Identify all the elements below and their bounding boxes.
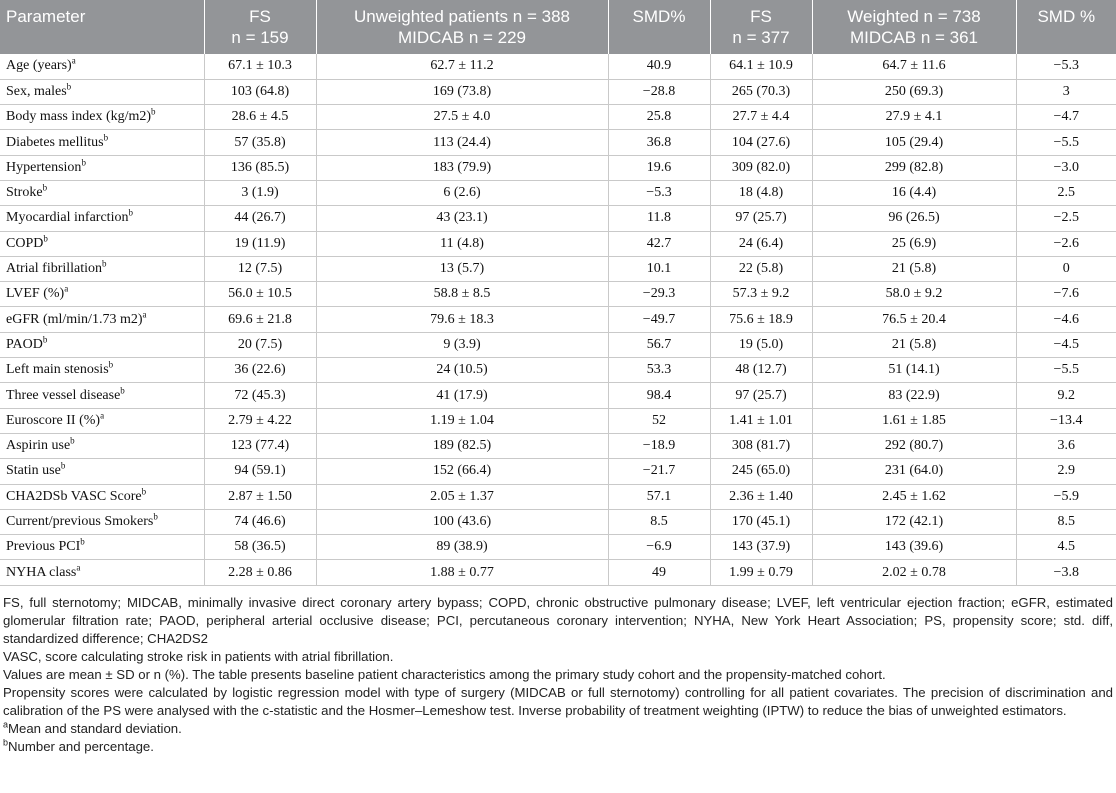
table-row (0, 206, 1116, 231)
column-header-line1: Weighted n = 738 (847, 7, 981, 26)
value-cell-smd2: 2.9 (1016, 459, 1116, 484)
value-cell-smd2: −2.5 (1016, 206, 1116, 231)
value-cell-smd2: −5.9 (1016, 484, 1116, 509)
table-notes (0, 586, 1116, 756)
parameter-label: eGFR (ml/min/1.73 m2) (6, 311, 143, 327)
value-cell-smd2: −7.6 (1016, 282, 1116, 307)
value-cell-fs1: 103 (64.8) (204, 79, 316, 104)
value-cell-smd1: −21.7 (608, 459, 710, 484)
value-cell-fs1: 20 (7.5) (204, 332, 316, 357)
table-row (0, 180, 1116, 205)
value-cell-fs2: 97 (25.7) (710, 206, 812, 231)
value-cell-fs2: 265 (70.3) (710, 79, 812, 104)
value-cell-mid2: 76.5 ± 20.4 (812, 307, 1016, 332)
parameter-footnote-mark: a (76, 561, 81, 572)
value-cell-smd1: 49 (608, 560, 710, 585)
value-cell-mid2: 27.9 ± 4.1 (812, 105, 1016, 130)
value-cell-fs1: 28.6 ± 4.5 (204, 105, 316, 130)
column-header (0, 0, 204, 54)
value-cell-smd2: 9.2 (1016, 383, 1116, 408)
value-cell-fs2: 18 (4.8) (710, 180, 812, 205)
value-cell-mid2: 16 (4.4) (812, 180, 1016, 205)
value-cell-fs1: 12 (7.5) (204, 256, 316, 281)
value-cell-smd1: 57.1 (608, 484, 710, 509)
table-row (0, 484, 1116, 509)
footnote-a-mark: a (3, 719, 9, 730)
table-row (0, 256, 1116, 281)
value-cell-smd1: 19.6 (608, 155, 710, 180)
parameter-footnote-mark: a (71, 55, 76, 66)
value-cell-smd1: −6.9 (608, 535, 710, 560)
table-body (0, 54, 1116, 585)
vasc-note: VASC, score calculating stroke risk in patients with atrial fibrillation. (3, 648, 394, 664)
parameter-label: Myocardial infarction (6, 210, 129, 226)
abbreviations-note: FS, full sternotomy; MIDCAB, minimally invasive direct coronary artery bypass; COPD, chronic obstructive pulmonary disease; LVEF, left ventricular ejection fraction; eGFR, estimated glomerular filtration rate; PAOD, peripheral arterial occlusive disease; PCI, percutaneous coronary intervention; NYHA, New York Heart Association; PS, propensity score; std. diff, standardized difference; CHA2DS2 (3, 594, 1113, 646)
value-cell-mid2: 105 (29.4) (812, 130, 1016, 155)
value-cell-smd2: −5.5 (1016, 130, 1116, 155)
parameter-footnote-mark: b (151, 106, 156, 117)
value-cell-mid1: 62.7 ± 11.2 (316, 54, 608, 79)
parameter-footnote-mark: b (60, 460, 66, 471)
value-cell-fs1: 94 (59.1) (204, 459, 316, 484)
table-row (0, 358, 1116, 383)
value-cell-smd1: −28.8 (608, 79, 710, 104)
value-cell-fs1: 74 (46.6) (204, 509, 316, 534)
value-cell-mid1: 41 (17.9) (316, 383, 608, 408)
parameter-footnote-mark: b (141, 486, 147, 497)
value-cell-fs2: 27.7 ± 4.4 (710, 105, 812, 130)
parameter-label: Atrial fibrillation (6, 261, 103, 277)
parameter-footnote-mark: b (103, 131, 109, 142)
parameter-cell (0, 332, 204, 357)
value-cell-fs1: 67.1 ± 10.3 (204, 54, 316, 79)
table-row (0, 560, 1116, 585)
parameter-label: Previous PCI (6, 539, 81, 555)
value-cell-mid2: 96 (26.5) (812, 206, 1016, 231)
parameter-label: Left main stenosis (6, 362, 109, 378)
value-cell-fs1: 2.79 ± 4.22 (204, 408, 316, 433)
parameter-cell (0, 509, 204, 534)
table-row (0, 54, 1116, 79)
value-cell-smd2: −4.5 (1016, 332, 1116, 357)
value-cell-smd2: 4.5 (1016, 535, 1116, 560)
value-cell-smd1: −5.3 (608, 180, 710, 205)
value-cell-mid2: 51 (14.1) (812, 358, 1016, 383)
parameter-cell (0, 79, 204, 104)
footnote-a (3, 720, 1113, 738)
value-cell-mid1: 1.19 ± 1.04 (316, 408, 608, 433)
parameter-label: Aspirin use (6, 438, 71, 454)
value-cell-smd1: −29.3 (608, 282, 710, 307)
column-header (710, 0, 812, 54)
value-cell-smd2: −2.6 (1016, 231, 1116, 256)
value-cell-fs1: 56.0 ± 10.5 (204, 282, 316, 307)
value-cell-fs1: 57 (35.8) (204, 130, 316, 155)
table-row (0, 79, 1116, 104)
value-cell-smd2: −4.7 (1016, 105, 1116, 130)
table-row (0, 231, 1116, 256)
value-cell-smd1: 56.7 (608, 332, 710, 357)
column-header-line2: MIDCAB n = 361 (849, 28, 979, 47)
value-cell-smd2: 2.5 (1016, 180, 1116, 205)
parameter-label: LVEF (%) (6, 286, 65, 302)
parameter-label: Current/previous Smokers (6, 513, 154, 529)
value-cell-smd2: −3.0 (1016, 155, 1116, 180)
value-cell-fs2: 22 (5.8) (710, 256, 812, 281)
value-cell-fs2: 1.99 ± 0.79 (710, 560, 812, 585)
value-cell-fs2: 57.3 ± 9.2 (710, 282, 812, 307)
parameter-cell (0, 105, 204, 130)
column-header (204, 0, 316, 54)
propensity-note: Propensity scores were calculated by logistic regression model with type of surgery (MIDCAB or full sternotomy) controlling for all patient covariates. The precision of discrimination and calibration of the PS were analysed with the c-statistic and the Hosmer–Lemeshow test. Inverse probability of treatment weighting (IPTW) to reduce the bias of unweighted estimators. (3, 684, 1113, 718)
value-cell-mid1: 24 (10.5) (316, 358, 608, 383)
value-cell-smd1: 53.3 (608, 358, 710, 383)
value-cell-smd1: 40.9 (608, 54, 710, 79)
column-header-line1: Parameter (6, 7, 86, 26)
column-header (316, 0, 608, 54)
value-cell-smd2: −4.6 (1016, 307, 1116, 332)
value-cell-mid1: 113 (24.4) (316, 130, 608, 155)
parameter-cell (0, 560, 204, 585)
parameter-footnote-mark: b (42, 334, 48, 345)
value-cell-mid2: 2.45 ± 1.62 (812, 484, 1016, 509)
value-cell-mid1: 2.05 ± 1.37 (316, 484, 608, 509)
value-cell-fs1: 3 (1.9) (204, 180, 316, 205)
value-cell-fs1: 58 (36.5) (204, 535, 316, 560)
value-cell-fs2: 104 (27.6) (710, 130, 812, 155)
value-cell-mid1: 89 (38.9) (316, 535, 608, 560)
value-cell-mid1: 6 (2.6) (316, 180, 608, 205)
value-cell-smd1: 25.8 (608, 105, 710, 130)
parameter-cell (0, 307, 204, 332)
parameter-cell (0, 282, 204, 307)
value-cell-fs1: 36 (22.6) (204, 358, 316, 383)
value-cell-smd2: 3 (1016, 79, 1116, 104)
value-cell-smd1: 11.8 (608, 206, 710, 231)
parameter-footnote-mark: b (42, 182, 48, 193)
parameter-footnote-mark: b (81, 157, 86, 168)
value-cell-mid1: 43 (23.1) (316, 206, 608, 231)
value-cell-fs1: 2.28 ± 0.86 (204, 560, 316, 585)
parameter-label: Body mass index (kg/m2) (6, 109, 152, 125)
parameter-cell (0, 231, 204, 256)
parameter-cell (0, 180, 204, 205)
parameter-footnote-mark: b (102, 258, 107, 269)
parameter-cell (0, 358, 204, 383)
value-cell-fs1: 69.6 ± 21.8 (204, 307, 316, 332)
value-cell-fs1: 19 (11.9) (204, 231, 316, 256)
table-row (0, 155, 1116, 180)
value-cell-mid2: 64.7 ± 11.6 (812, 54, 1016, 79)
value-cell-mid2: 2.02 ± 0.78 (812, 560, 1016, 585)
value-cell-fs1: 44 (26.7) (204, 206, 316, 231)
parameter-label: Stroke (6, 185, 43, 201)
parameter-cell (0, 383, 204, 408)
value-cell-smd2: 3.6 (1016, 433, 1116, 458)
value-cell-fs2: 308 (81.7) (710, 433, 812, 458)
parameter-cell (0, 484, 204, 509)
parameter-cell (0, 459, 204, 484)
table-header-row (0, 0, 1116, 54)
parameter-label: Hypertension (6, 159, 82, 175)
column-header (812, 0, 1016, 54)
parameter-label: Statin use (6, 463, 61, 479)
table-row (0, 459, 1116, 484)
value-cell-mid1: 100 (43.6) (316, 509, 608, 534)
parameter-footnote-mark: b (80, 536, 85, 547)
value-cell-mid2: 143 (39.6) (812, 535, 1016, 560)
value-cell-mid2: 58.0 ± 9.2 (812, 282, 1016, 307)
value-cell-fs2: 48 (12.7) (710, 358, 812, 383)
column-header (1016, 0, 1116, 54)
value-cell-mid2: 21 (5.8) (812, 332, 1016, 357)
value-cell-fs2: 170 (45.1) (710, 509, 812, 534)
table-row (0, 535, 1116, 560)
value-cell-fs2: 97 (25.7) (710, 383, 812, 408)
column-header-line1: SMD % (1037, 7, 1096, 26)
parameter-footnote-mark: b (153, 511, 158, 522)
parameter-label: NYHA class (6, 564, 77, 580)
value-cell-fs1: 123 (77.4) (204, 433, 316, 458)
table-row (0, 408, 1116, 433)
parameter-cell (0, 433, 204, 458)
parameter-label: COPD (6, 235, 44, 251)
table-row (0, 130, 1116, 155)
value-cell-mid1: 79.6 ± 18.3 (316, 307, 608, 332)
value-cell-mid1: 13 (5.7) (316, 256, 608, 281)
table-row (0, 433, 1116, 458)
value-cell-fs1: 72 (45.3) (204, 383, 316, 408)
table-row (0, 509, 1116, 534)
parameter-footnote-mark: b (120, 384, 125, 395)
value-cell-smd1: 42.7 (608, 231, 710, 256)
value-cell-mid1: 11 (4.8) (316, 231, 608, 256)
value-cell-smd1: 52 (608, 408, 710, 433)
footnote-b-mark: b (3, 737, 9, 748)
value-cell-smd1: 8.5 (608, 509, 710, 534)
column-header-line1: Unweighted patients n = 388 (354, 7, 570, 26)
parameter-footnote-mark: a (100, 410, 105, 421)
parameter-label: Euroscore II (%) (6, 412, 101, 428)
value-cell-smd2: −5.5 (1016, 358, 1116, 383)
value-cell-smd1: −49.7 (608, 307, 710, 332)
value-cell-fs2: 1.41 ± 1.01 (710, 408, 812, 433)
column-header-line1: FS (750, 7, 772, 26)
column-header (608, 0, 710, 54)
value-cell-mid2: 25 (6.9) (812, 231, 1016, 256)
value-cell-fs2: 245 (65.0) (710, 459, 812, 484)
table-row (0, 282, 1116, 307)
value-cell-smd2: −5.3 (1016, 54, 1116, 79)
value-cell-smd2: 0 (1016, 256, 1116, 281)
table-row (0, 332, 1116, 357)
column-header-line1: SMD% (632, 7, 686, 26)
value-cell-fs1: 136 (85.5) (204, 155, 316, 180)
value-cell-mid1: 27.5 ± 4.0 (316, 105, 608, 130)
value-cell-mid2: 21 (5.8) (812, 256, 1016, 281)
value-cell-mid2: 83 (22.9) (812, 383, 1016, 408)
value-cell-mid1: 189 (82.5) (316, 433, 608, 458)
values-note: Values are mean ± SD or n (%). The table presents baseline patient characteristics among the primary study cohort and the propensity-matched cohort. (3, 666, 886, 682)
value-cell-mid2: 1.61 ± 1.85 (812, 408, 1016, 433)
parameter-footnote-mark: a (142, 308, 147, 319)
parameter-cell (0, 408, 204, 433)
parameter-footnote-mark: b (128, 207, 133, 218)
value-cell-mid2: 172 (42.1) (812, 509, 1016, 534)
value-cell-fs2: 143 (37.9) (710, 535, 812, 560)
value-cell-mid2: 231 (64.0) (812, 459, 1016, 484)
column-header-line2: n = 377 (732, 28, 790, 47)
value-cell-fs2: 64.1 ± 10.9 (710, 54, 812, 79)
parameter-footnote-mark: b (70, 435, 75, 446)
value-cell-smd1: −18.9 (608, 433, 710, 458)
parameter-footnote-mark: b (66, 81, 72, 92)
parameter-cell (0, 155, 204, 180)
parameter-cell (0, 54, 204, 79)
column-header-line2: n = 159 (231, 28, 289, 47)
value-cell-smd1: 98.4 (608, 383, 710, 408)
table-row (0, 383, 1116, 408)
value-cell-fs2: 19 (5.0) (710, 332, 812, 357)
value-cell-fs1: 2.87 ± 1.50 (204, 484, 316, 509)
parameter-label: Three vessel disease (6, 387, 121, 403)
parameter-cell (0, 535, 204, 560)
value-cell-fs2: 75.6 ± 18.9 (710, 307, 812, 332)
value-cell-fs2: 309 (82.0) (710, 155, 812, 180)
parameter-label: Sex, males (6, 83, 67, 99)
value-cell-smd2: −3.8 (1016, 560, 1116, 585)
table-row (0, 105, 1116, 130)
table-row (0, 307, 1116, 332)
value-cell-smd2: −13.4 (1016, 408, 1116, 433)
value-cell-mid2: 292 (80.7) (812, 433, 1016, 458)
value-cell-mid1: 1.88 ± 0.77 (316, 560, 608, 585)
parameter-footnote-mark: b (108, 359, 114, 370)
value-cell-mid1: 169 (73.8) (316, 79, 608, 104)
parameter-cell (0, 206, 204, 231)
value-cell-smd1: 36.8 (608, 130, 710, 155)
footnote-b-text: Number and percentage. (8, 738, 154, 754)
parameter-footnote-mark: a (64, 283, 69, 294)
column-header-line2: MIDCAB n = 229 (397, 28, 527, 47)
value-cell-mid1: 58.8 ± 8.5 (316, 282, 608, 307)
value-cell-mid1: 9 (3.9) (316, 332, 608, 357)
value-cell-smd2: 8.5 (1016, 509, 1116, 534)
footnote-a-text: Mean and standard deviation. (8, 720, 182, 736)
footnote-b (3, 738, 1113, 756)
value-cell-fs2: 2.36 ± 1.40 (710, 484, 812, 509)
parameter-cell (0, 256, 204, 281)
parameter-label: Diabetes mellitus (6, 134, 104, 150)
parameter-label: CHA2DSb VASC Score (6, 488, 142, 504)
value-cell-mid1: 152 (66.4) (316, 459, 608, 484)
value-cell-smd1: 10.1 (608, 256, 710, 281)
column-header-line1: FS (249, 7, 271, 26)
value-cell-mid1: 183 (79.9) (316, 155, 608, 180)
value-cell-mid2: 299 (82.8) (812, 155, 1016, 180)
parameter-label: Age (years) (6, 58, 72, 74)
parameter-label: PAOD (6, 336, 43, 352)
parameter-cell (0, 130, 204, 155)
value-cell-mid2: 250 (69.3) (812, 79, 1016, 104)
value-cell-fs2: 24 (6.4) (710, 231, 812, 256)
parameter-footnote-mark: b (43, 233, 48, 244)
